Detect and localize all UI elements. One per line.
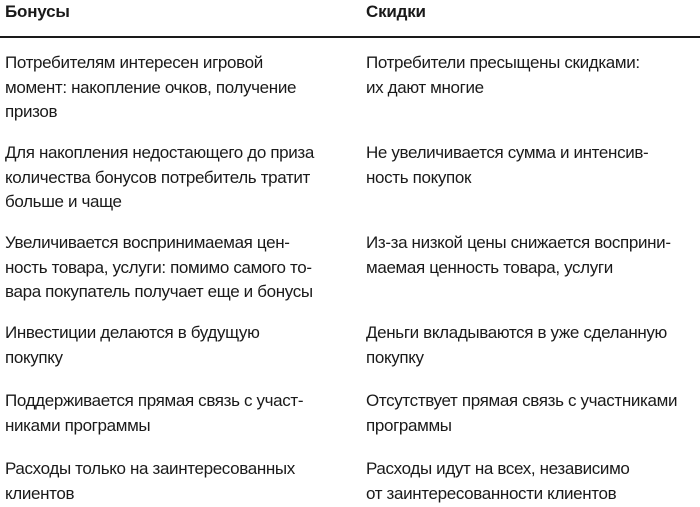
bonus-cell: Увеличивается воспринимаемая цен- ность товара, услуги: помимо самого то- вара покупатель получает еще и бонусы	[5, 233, 313, 301]
bonus-cell: Для накопления недостающего до приза количества бонусов потребитель тратит больше и чаще	[5, 143, 314, 211]
bonus-cell: Инвестиции делаются в будущую покупку	[5, 323, 260, 367]
table-header	[0, 0, 700, 36]
discount-cell: Отсутствует прямая связь с участниками программы	[366, 391, 678, 435]
discount-cell: Деньги вкладываются в уже сделанную покупку	[366, 323, 667, 367]
header-rule	[0, 36, 700, 38]
header-discounts: Скидки	[366, 2, 426, 21]
discount-cell: Из-за низкой цены снижается восприни- маемая ценность товара, услуги	[366, 233, 671, 277]
bonus-cell: Поддерживается прямая связь с участ- никами программы	[5, 391, 304, 435]
discount-cell: Расходы идут на всех, независимо от заинтересованности клиентов	[366, 459, 630, 503]
bonus-cell: Потребителям интересен игровой момент: накопление очков, получение призов	[5, 53, 297, 121]
discount-cell: Потребители пресыщены скидками: их дают многие	[366, 53, 640, 97]
header-bonuses: Бонусы	[5, 2, 70, 21]
discount-cell: Не увеличивается сумма и интенсив- ность покупок	[366, 143, 649, 187]
bonus-cell: Расходы только на заинтересованных клиентов	[5, 459, 295, 503]
